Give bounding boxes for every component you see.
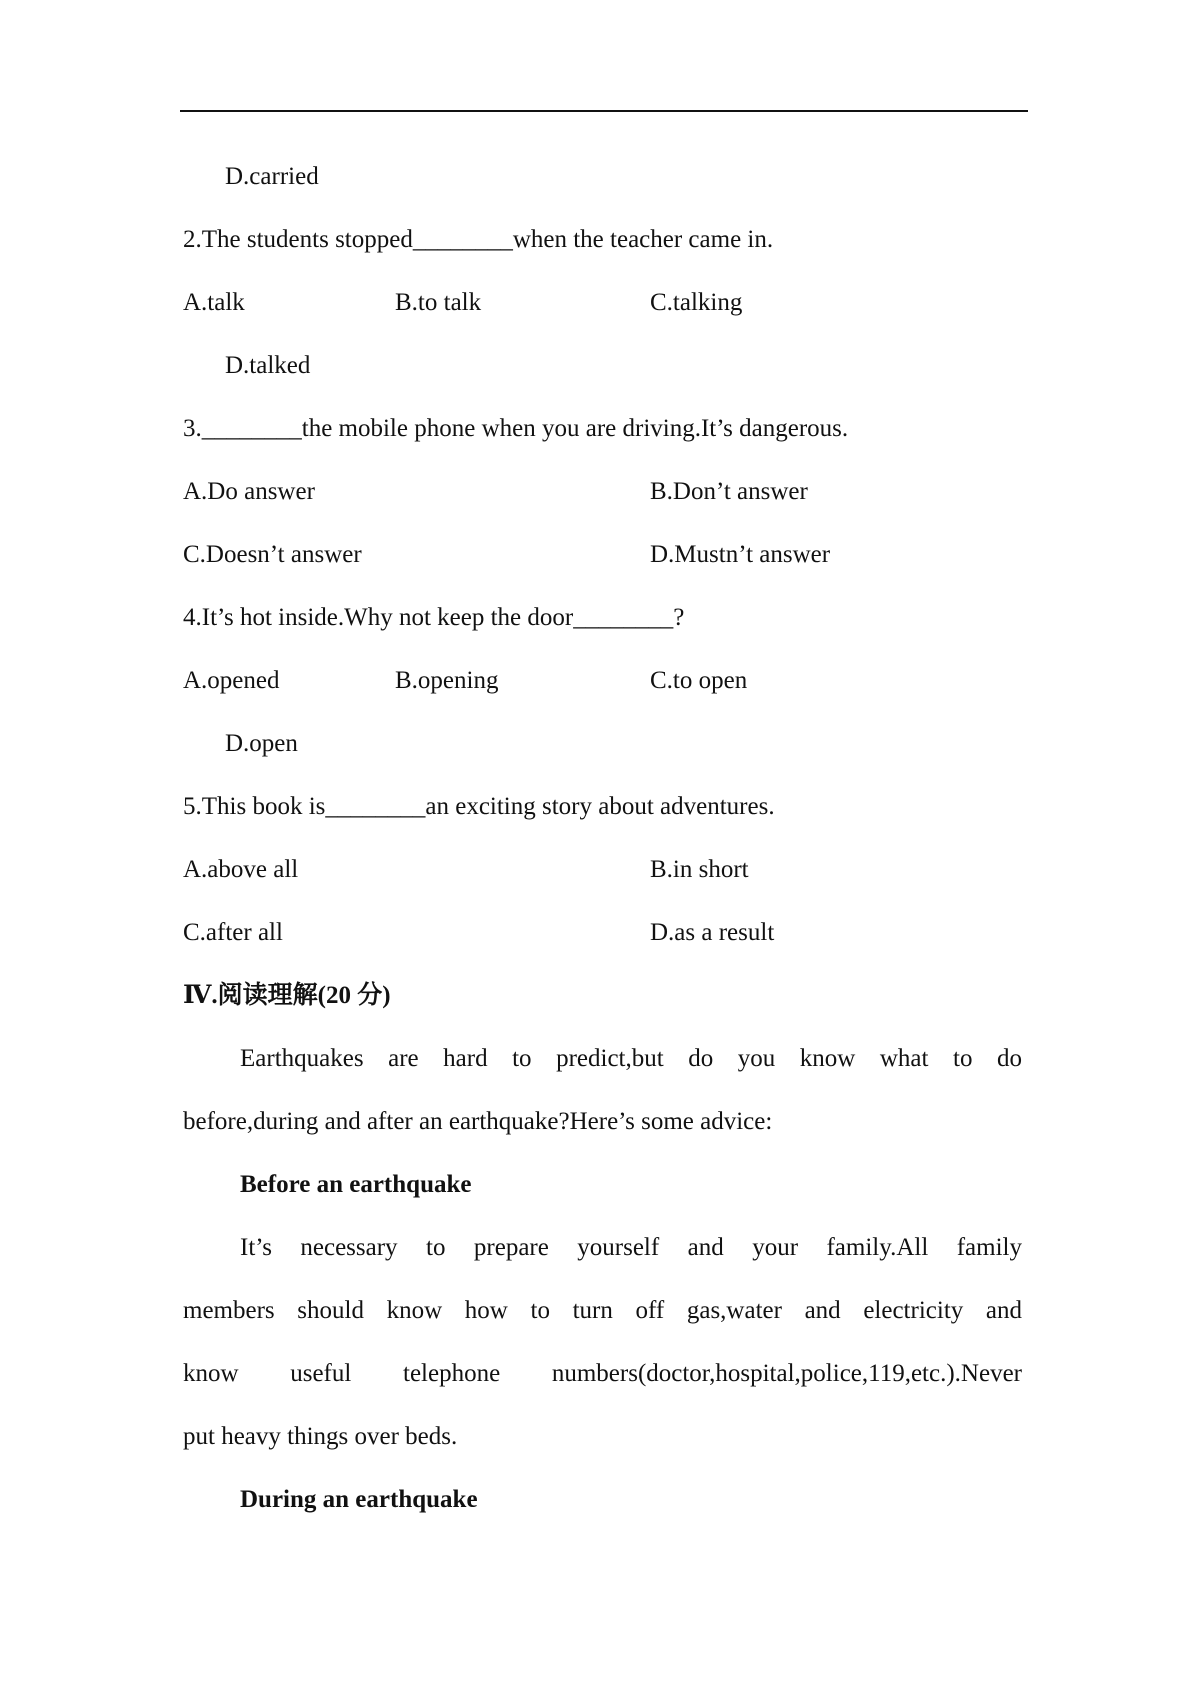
subheading-during: During an earthquake	[240, 1486, 478, 1513]
q4-option-c: C.to open	[650, 667, 748, 694]
q5-option-d: D.as a result	[650, 919, 775, 946]
q3-stem: 3.________the mobile phone when you are driving.It’s dangerous.	[183, 415, 849, 442]
para1-line-3: know useful telephone numbers(doctor,hospital,police,119,etc.).Never	[183, 1360, 1022, 1387]
q3-option-b: B.Don’t answer	[650, 478, 808, 505]
subheading-before: Before an earthquake	[240, 1171, 472, 1198]
header-rule	[180, 110, 1028, 112]
section-heading: Ⅳ.阅读理解(20 分)	[183, 982, 391, 1009]
q4-option-d: D.open	[225, 730, 298, 757]
intro-line-1: Earthquakes are hard to predict,but do you know what to do	[240, 1045, 1022, 1072]
q2-option-b: B.to talk	[395, 289, 482, 316]
q2-stem: 2.The students stopped________when the teacher came in.	[183, 226, 774, 253]
q4-option-a: A.opened	[183, 667, 280, 694]
q5-option-a: A.above all	[183, 856, 299, 883]
para1-line-1: It’s necessary to prepare yourself and your family.All family	[240, 1234, 1022, 1261]
q5-stem: 5.This book is________an exciting story about adventures.	[183, 793, 775, 820]
q4-option-b: B.opening	[395, 667, 499, 694]
para1-line-4: put heavy things over beds.	[183, 1423, 458, 1450]
q4-stem: 4.It’s hot inside.Why not keep the door________?	[183, 604, 685, 631]
q2-option-c: C.talking	[650, 289, 743, 316]
q3-option-c: C.Doesn’t answer	[183, 541, 362, 568]
q5-option-c: C.after all	[183, 919, 283, 946]
q5-option-b: B.in short	[650, 856, 749, 883]
para1-line-2: members should know how to turn off gas,water and electricity and	[183, 1297, 1022, 1324]
q3-option-a: A.Do answer	[183, 478, 315, 505]
q2-option-d: D.talked	[225, 352, 311, 379]
intro-line-2: before,during and after an earthquake?Here’s some advice:	[183, 1108, 773, 1135]
q3-option-d: D.Mustn’t answer	[650, 541, 831, 568]
q2-option-a: A.talk	[183, 289, 245, 316]
q1-option-d: D.carried	[225, 163, 319, 190]
